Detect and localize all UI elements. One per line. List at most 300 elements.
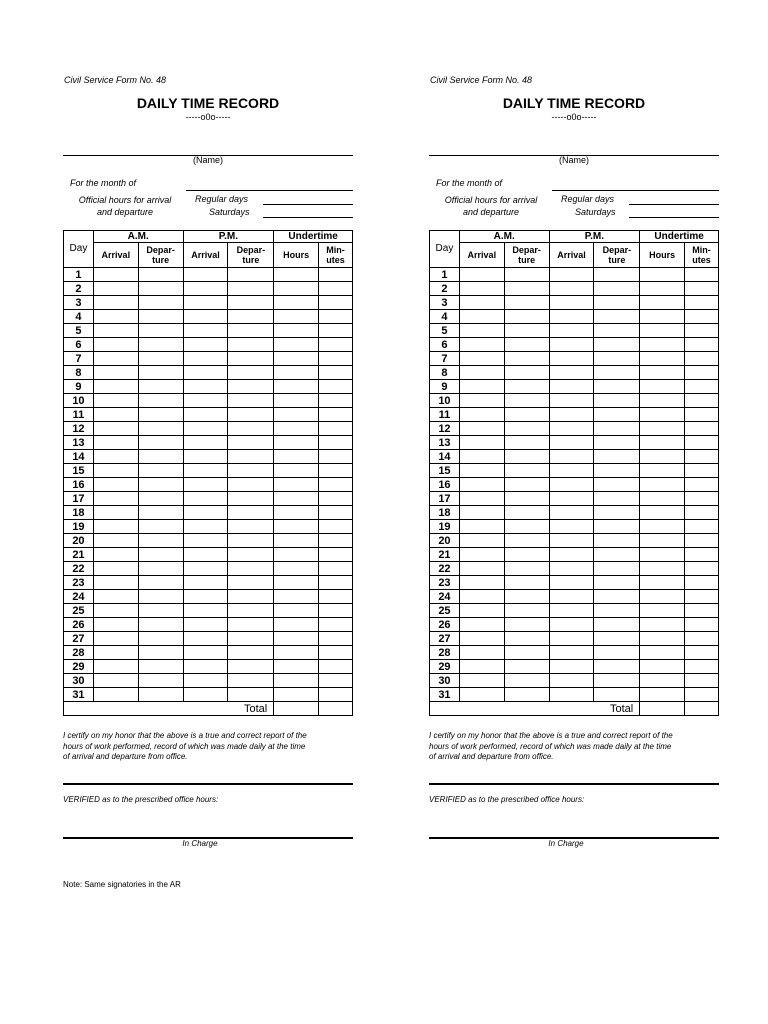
employee-signature-line[interactable] — [429, 783, 719, 785]
am-departure-cell[interactable] — [504, 366, 549, 380]
am-departure-cell[interactable] — [504, 394, 549, 408]
undertime-minutes-cell[interactable] — [685, 324, 719, 338]
pm-departure-cell[interactable] — [594, 674, 640, 688]
pm-departure-cell[interactable] — [228, 632, 274, 646]
undertime-hours-cell[interactable] — [274, 576, 319, 590]
am-arrival-cell[interactable] — [459, 562, 504, 576]
undertime-hours-cell[interactable] — [640, 674, 685, 688]
am-arrival-cell[interactable] — [93, 464, 138, 478]
pm-arrival-cell[interactable] — [183, 464, 228, 478]
am-arrival-cell[interactable] — [459, 366, 504, 380]
pm-departure-cell[interactable] — [594, 534, 640, 548]
pm-departure-cell[interactable] — [594, 604, 640, 618]
pm-departure-cell[interactable] — [228, 520, 274, 534]
pm-departure-cell[interactable] — [594, 380, 640, 394]
undertime-minutes-cell[interactable] — [319, 632, 353, 646]
pm-departure-cell[interactable] — [594, 660, 640, 674]
pm-departure-cell[interactable] — [594, 408, 640, 422]
undertime-minutes-cell[interactable] — [685, 394, 719, 408]
undertime-hours-cell[interactable] — [274, 268, 319, 282]
am-departure-cell[interactable] — [504, 534, 549, 548]
pm-departure-cell[interactable] — [228, 338, 274, 352]
undertime-minutes-cell[interactable] — [685, 590, 719, 604]
pm-departure-cell[interactable] — [594, 646, 640, 660]
pm-departure-cell[interactable] — [594, 464, 640, 478]
undertime-minutes-cell[interactable] — [685, 464, 719, 478]
pm-departure-cell[interactable] — [594, 492, 640, 506]
undertime-minutes-cell[interactable] — [685, 366, 719, 380]
am-departure-cell[interactable] — [504, 520, 549, 534]
undertime-minutes-cell[interactable] — [685, 520, 719, 534]
pm-arrival-cell[interactable] — [549, 282, 594, 296]
undertime-hours-cell[interactable] — [640, 660, 685, 674]
am-arrival-cell[interactable] — [93, 338, 138, 352]
pm-departure-cell[interactable] — [594, 548, 640, 562]
am-arrival-cell[interactable] — [93, 534, 138, 548]
am-arrival-cell[interactable] — [459, 268, 504, 282]
pm-arrival-cell[interactable] — [549, 450, 594, 464]
undertime-hours-cell[interactable] — [640, 590, 685, 604]
undertime-hours-cell[interactable] — [640, 310, 685, 324]
am-arrival-cell[interactable] — [93, 352, 138, 366]
am-arrival-cell[interactable] — [459, 450, 504, 464]
undertime-minutes-cell[interactable] — [685, 268, 719, 282]
am-arrival-cell[interactable] — [93, 380, 138, 394]
am-departure-cell[interactable] — [504, 646, 549, 660]
am-departure-cell[interactable] — [138, 310, 183, 324]
undertime-hours-cell[interactable] — [640, 688, 685, 702]
undertime-minutes-cell[interactable] — [319, 408, 353, 422]
pm-departure-cell[interactable] — [228, 310, 274, 324]
undertime-minutes-cell[interactable] — [319, 450, 353, 464]
am-departure-cell[interactable] — [504, 590, 549, 604]
undertime-hours-cell[interactable] — [640, 478, 685, 492]
pm-departure-cell[interactable] — [228, 380, 274, 394]
am-arrival-cell[interactable] — [459, 632, 504, 646]
am-departure-cell[interactable] — [504, 324, 549, 338]
pm-departure-cell[interactable] — [594, 352, 640, 366]
undertime-minutes-cell[interactable] — [685, 618, 719, 632]
am-arrival-cell[interactable] — [459, 338, 504, 352]
am-arrival-cell[interactable] — [93, 632, 138, 646]
undertime-minutes-cell[interactable] — [319, 464, 353, 478]
month-line[interactable] — [186, 190, 353, 191]
undertime-minutes-cell[interactable] — [685, 492, 719, 506]
am-arrival-cell[interactable] — [93, 590, 138, 604]
undertime-minutes-cell[interactable] — [685, 380, 719, 394]
pm-arrival-cell[interactable] — [183, 604, 228, 618]
undertime-minutes-cell[interactable] — [685, 548, 719, 562]
undertime-minutes-cell[interactable] — [319, 660, 353, 674]
am-departure-cell[interactable] — [138, 590, 183, 604]
pm-arrival-cell[interactable] — [183, 422, 228, 436]
pm-departure-cell[interactable] — [228, 282, 274, 296]
am-departure-cell[interactable] — [138, 646, 183, 660]
am-arrival-cell[interactable] — [93, 450, 138, 464]
undertime-minutes-cell[interactable] — [685, 436, 719, 450]
am-arrival-cell[interactable] — [459, 604, 504, 618]
undertime-minutes-cell[interactable] — [319, 646, 353, 660]
am-departure-cell[interactable] — [138, 674, 183, 688]
am-departure-cell[interactable] — [138, 352, 183, 366]
pm-departure-cell[interactable] — [228, 436, 274, 450]
am-arrival-cell[interactable] — [93, 310, 138, 324]
undertime-minutes-cell[interactable] — [319, 492, 353, 506]
total-hours-cell[interactable] — [274, 702, 319, 716]
pm-departure-cell[interactable] — [228, 268, 274, 282]
am-arrival-cell[interactable] — [93, 604, 138, 618]
am-arrival-cell[interactable] — [459, 436, 504, 450]
total-minutes-cell[interactable] — [319, 702, 353, 716]
undertime-hours-cell[interactable] — [274, 590, 319, 604]
am-arrival-cell[interactable] — [93, 268, 138, 282]
undertime-minutes-cell[interactable] — [319, 590, 353, 604]
am-departure-cell[interactable] — [504, 548, 549, 562]
pm-departure-cell[interactable] — [228, 618, 274, 632]
am-departure-cell[interactable] — [138, 548, 183, 562]
undertime-hours-cell[interactable] — [274, 450, 319, 464]
am-arrival-cell[interactable] — [93, 576, 138, 590]
pm-departure-cell[interactable] — [594, 520, 640, 534]
am-departure-cell[interactable] — [504, 408, 549, 422]
undertime-hours-cell[interactable] — [640, 338, 685, 352]
pm-departure-cell[interactable] — [228, 506, 274, 520]
am-arrival-cell[interactable] — [459, 296, 504, 310]
am-departure-cell[interactable] — [504, 688, 549, 702]
undertime-hours-cell[interactable] — [274, 464, 319, 478]
am-departure-cell[interactable] — [138, 366, 183, 380]
pm-arrival-cell[interactable] — [549, 646, 594, 660]
am-arrival-cell[interactable] — [93, 492, 138, 506]
undertime-minutes-cell[interactable] — [319, 296, 353, 310]
pm-arrival-cell[interactable] — [549, 394, 594, 408]
pm-arrival-cell[interactable] — [183, 590, 228, 604]
pm-departure-cell[interactable] — [594, 590, 640, 604]
undertime-hours-cell[interactable] — [274, 548, 319, 562]
undertime-minutes-cell[interactable] — [685, 352, 719, 366]
pm-departure-cell[interactable] — [594, 394, 640, 408]
month-line[interactable] — [552, 190, 719, 191]
pm-arrival-cell[interactable] — [183, 268, 228, 282]
pm-arrival-cell[interactable] — [183, 380, 228, 394]
am-arrival-cell[interactable] — [93, 408, 138, 422]
saturdays-line[interactable] — [629, 217, 719, 218]
undertime-hours-cell[interactable] — [640, 436, 685, 450]
undertime-hours-cell[interactable] — [274, 296, 319, 310]
am-departure-cell[interactable] — [504, 436, 549, 450]
pm-arrival-cell[interactable] — [549, 506, 594, 520]
am-arrival-cell[interactable] — [93, 296, 138, 310]
pm-arrival-cell[interactable] — [549, 688, 594, 702]
pm-arrival-cell[interactable] — [549, 590, 594, 604]
undertime-hours-cell[interactable] — [274, 562, 319, 576]
pm-arrival-cell[interactable] — [183, 296, 228, 310]
pm-arrival-cell[interactable] — [549, 422, 594, 436]
pm-departure-cell[interactable] — [594, 506, 640, 520]
am-departure-cell[interactable] — [138, 660, 183, 674]
undertime-hours-cell[interactable] — [640, 506, 685, 520]
am-departure-cell[interactable] — [504, 338, 549, 352]
am-arrival-cell[interactable] — [93, 366, 138, 380]
pm-arrival-cell[interactable] — [183, 576, 228, 590]
undertime-hours-cell[interactable] — [640, 576, 685, 590]
am-arrival-cell[interactable] — [459, 576, 504, 590]
undertime-hours-cell[interactable] — [640, 450, 685, 464]
pm-departure-cell[interactable] — [594, 436, 640, 450]
pm-departure-cell[interactable] — [228, 394, 274, 408]
pm-departure-cell[interactable] — [228, 324, 274, 338]
pm-departure-cell[interactable] — [594, 562, 640, 576]
undertime-hours-cell[interactable] — [274, 604, 319, 618]
pm-arrival-cell[interactable] — [549, 478, 594, 492]
undertime-minutes-cell[interactable] — [685, 646, 719, 660]
pm-departure-cell[interactable] — [594, 338, 640, 352]
am-arrival-cell[interactable] — [93, 520, 138, 534]
pm-arrival-cell[interactable] — [549, 604, 594, 618]
am-departure-cell[interactable] — [138, 324, 183, 338]
undertime-hours-cell[interactable] — [274, 688, 319, 702]
am-arrival-cell[interactable] — [93, 324, 138, 338]
pm-departure-cell[interactable] — [594, 618, 640, 632]
pm-departure-cell[interactable] — [594, 310, 640, 324]
pm-arrival-cell[interactable] — [183, 282, 228, 296]
am-departure-cell[interactable] — [504, 660, 549, 674]
pm-arrival-cell[interactable] — [549, 436, 594, 450]
pm-departure-cell[interactable] — [228, 366, 274, 380]
pm-arrival-cell[interactable] — [549, 310, 594, 324]
am-arrival-cell[interactable] — [459, 478, 504, 492]
undertime-hours-cell[interactable] — [274, 338, 319, 352]
pm-arrival-cell[interactable] — [549, 660, 594, 674]
pm-arrival-cell[interactable] — [183, 688, 228, 702]
am-departure-cell[interactable] — [504, 604, 549, 618]
undertime-minutes-cell[interactable] — [319, 394, 353, 408]
undertime-minutes-cell[interactable] — [685, 562, 719, 576]
am-arrival-cell[interactable] — [93, 422, 138, 436]
am-arrival-cell[interactable] — [459, 646, 504, 660]
pm-arrival-cell[interactable] — [549, 674, 594, 688]
am-arrival-cell[interactable] — [459, 464, 504, 478]
pm-arrival-cell[interactable] — [183, 646, 228, 660]
pm-arrival-cell[interactable] — [549, 548, 594, 562]
pm-arrival-cell[interactable] — [183, 674, 228, 688]
undertime-hours-cell[interactable] — [274, 520, 319, 534]
pm-arrival-cell[interactable] — [549, 408, 594, 422]
undertime-hours-cell[interactable] — [640, 632, 685, 646]
pm-arrival-cell[interactable] — [549, 380, 594, 394]
am-departure-cell[interactable] — [138, 422, 183, 436]
am-departure-cell[interactable] — [504, 296, 549, 310]
pm-arrival-cell[interactable] — [183, 394, 228, 408]
pm-departure-cell[interactable] — [594, 478, 640, 492]
pm-departure-cell[interactable] — [228, 590, 274, 604]
am-arrival-cell[interactable] — [459, 492, 504, 506]
am-arrival-cell[interactable] — [459, 674, 504, 688]
am-arrival-cell[interactable] — [93, 688, 138, 702]
undertime-minutes-cell[interactable] — [685, 688, 719, 702]
undertime-minutes-cell[interactable] — [319, 366, 353, 380]
am-arrival-cell[interactable] — [93, 618, 138, 632]
undertime-hours-cell[interactable] — [274, 324, 319, 338]
undertime-hours-cell[interactable] — [640, 548, 685, 562]
undertime-hours-cell[interactable] — [640, 324, 685, 338]
undertime-hours-cell[interactable] — [274, 660, 319, 674]
undertime-hours-cell[interactable] — [640, 268, 685, 282]
undertime-hours-cell[interactable] — [640, 380, 685, 394]
undertime-hours-cell[interactable] — [640, 604, 685, 618]
am-departure-cell[interactable] — [138, 506, 183, 520]
undertime-hours-cell[interactable] — [274, 394, 319, 408]
am-departure-cell[interactable] — [138, 520, 183, 534]
pm-departure-cell[interactable] — [228, 450, 274, 464]
undertime-hours-cell[interactable] — [274, 408, 319, 422]
undertime-minutes-cell[interactable] — [319, 422, 353, 436]
pm-arrival-cell[interactable] — [183, 548, 228, 562]
pm-arrival-cell[interactable] — [549, 576, 594, 590]
am-departure-cell[interactable] — [138, 576, 183, 590]
undertime-minutes-cell[interactable] — [319, 506, 353, 520]
pm-arrival-cell[interactable] — [549, 352, 594, 366]
undertime-minutes-cell[interactable] — [319, 268, 353, 282]
am-departure-cell[interactable] — [504, 268, 549, 282]
pm-arrival-cell[interactable] — [549, 268, 594, 282]
pm-departure-cell[interactable] — [594, 688, 640, 702]
pm-departure-cell[interactable] — [228, 352, 274, 366]
undertime-hours-cell[interactable] — [640, 492, 685, 506]
undertime-minutes-cell[interactable] — [319, 282, 353, 296]
undertime-minutes-cell[interactable] — [319, 520, 353, 534]
am-departure-cell[interactable] — [138, 338, 183, 352]
undertime-minutes-cell[interactable] — [685, 506, 719, 520]
undertime-minutes-cell[interactable] — [319, 688, 353, 702]
pm-arrival-cell[interactable] — [549, 632, 594, 646]
pm-departure-cell[interactable] — [594, 296, 640, 310]
pm-arrival-cell[interactable] — [549, 618, 594, 632]
undertime-minutes-cell[interactable] — [319, 534, 353, 548]
am-departure-cell[interactable] — [138, 464, 183, 478]
am-departure-cell[interactable] — [504, 352, 549, 366]
undertime-minutes-cell[interactable] — [685, 674, 719, 688]
am-arrival-cell[interactable] — [93, 674, 138, 688]
total-minutes-cell[interactable] — [685, 702, 719, 716]
am-arrival-cell[interactable] — [93, 394, 138, 408]
undertime-minutes-cell[interactable] — [319, 478, 353, 492]
undertime-minutes-cell[interactable] — [319, 562, 353, 576]
pm-arrival-cell[interactable] — [183, 632, 228, 646]
pm-arrival-cell[interactable] — [183, 324, 228, 338]
undertime-hours-cell[interactable] — [640, 296, 685, 310]
pm-departure-cell[interactable] — [594, 632, 640, 646]
pm-departure-cell[interactable] — [228, 576, 274, 590]
am-arrival-cell[interactable] — [93, 478, 138, 492]
am-departure-cell[interactable] — [504, 450, 549, 464]
pm-arrival-cell[interactable] — [183, 436, 228, 450]
am-arrival-cell[interactable] — [459, 534, 504, 548]
employee-signature-line[interactable] — [63, 783, 353, 785]
am-arrival-cell[interactable] — [459, 408, 504, 422]
pm-departure-cell[interactable] — [228, 688, 274, 702]
undertime-minutes-cell[interactable] — [319, 618, 353, 632]
am-arrival-cell[interactable] — [93, 548, 138, 562]
am-arrival-cell[interactable] — [459, 660, 504, 674]
undertime-minutes-cell[interactable] — [319, 604, 353, 618]
am-departure-cell[interactable] — [138, 562, 183, 576]
pm-arrival-cell[interactable] — [183, 338, 228, 352]
pm-departure-cell[interactable] — [228, 408, 274, 422]
undertime-hours-cell[interactable] — [274, 632, 319, 646]
am-arrival-cell[interactable] — [459, 618, 504, 632]
am-arrival-cell[interactable] — [459, 520, 504, 534]
undertime-hours-cell[interactable] — [274, 282, 319, 296]
undertime-minutes-cell[interactable] — [685, 534, 719, 548]
am-arrival-cell[interactable] — [459, 282, 504, 296]
am-departure-cell[interactable] — [504, 380, 549, 394]
pm-departure-cell[interactable] — [594, 422, 640, 436]
pm-departure-cell[interactable] — [228, 492, 274, 506]
am-departure-cell[interactable] — [504, 674, 549, 688]
undertime-hours-cell[interactable] — [640, 562, 685, 576]
am-arrival-cell[interactable] — [93, 436, 138, 450]
undertime-hours-cell[interactable] — [274, 478, 319, 492]
undertime-minutes-cell[interactable] — [685, 282, 719, 296]
pm-arrival-cell[interactable] — [549, 534, 594, 548]
pm-departure-cell[interactable] — [228, 562, 274, 576]
undertime-hours-cell[interactable] — [640, 464, 685, 478]
undertime-minutes-cell[interactable] — [319, 576, 353, 590]
am-arrival-cell[interactable] — [459, 506, 504, 520]
pm-departure-cell[interactable] — [228, 534, 274, 548]
am-departure-cell[interactable] — [504, 310, 549, 324]
saturdays-line[interactable] — [263, 217, 353, 218]
am-arrival-cell[interactable] — [459, 590, 504, 604]
undertime-hours-cell[interactable] — [640, 408, 685, 422]
undertime-minutes-cell[interactable] — [319, 338, 353, 352]
am-arrival-cell[interactable] — [93, 506, 138, 520]
undertime-hours-cell[interactable] — [274, 366, 319, 380]
undertime-hours-cell[interactable] — [274, 380, 319, 394]
am-departure-cell[interactable] — [138, 436, 183, 450]
undertime-minutes-cell[interactable] — [685, 422, 719, 436]
am-departure-cell[interactable] — [138, 632, 183, 646]
am-departure-cell[interactable] — [504, 282, 549, 296]
am-arrival-cell[interactable] — [459, 324, 504, 338]
pm-departure-cell[interactable] — [594, 324, 640, 338]
am-departure-cell[interactable] — [504, 506, 549, 520]
undertime-minutes-cell[interactable] — [319, 674, 353, 688]
am-departure-cell[interactable] — [504, 464, 549, 478]
am-departure-cell[interactable] — [138, 282, 183, 296]
am-departure-cell[interactable] — [504, 632, 549, 646]
undertime-minutes-cell[interactable] — [685, 408, 719, 422]
pm-arrival-cell[interactable] — [549, 520, 594, 534]
undertime-hours-cell[interactable] — [274, 646, 319, 660]
undertime-minutes-cell[interactable] — [685, 296, 719, 310]
am-arrival-cell[interactable] — [93, 646, 138, 660]
pm-departure-cell[interactable] — [228, 604, 274, 618]
undertime-hours-cell[interactable] — [274, 492, 319, 506]
pm-departure-cell[interactable] — [228, 660, 274, 674]
pm-arrival-cell[interactable] — [549, 562, 594, 576]
am-departure-cell[interactable] — [138, 380, 183, 394]
pm-arrival-cell[interactable] — [183, 492, 228, 506]
pm-arrival-cell[interactable] — [183, 366, 228, 380]
pm-departure-cell[interactable] — [228, 674, 274, 688]
undertime-hours-cell[interactable] — [640, 422, 685, 436]
am-departure-cell[interactable] — [138, 688, 183, 702]
pm-arrival-cell[interactable] — [183, 450, 228, 464]
am-departure-cell[interactable] — [138, 296, 183, 310]
am-departure-cell[interactable] — [138, 450, 183, 464]
